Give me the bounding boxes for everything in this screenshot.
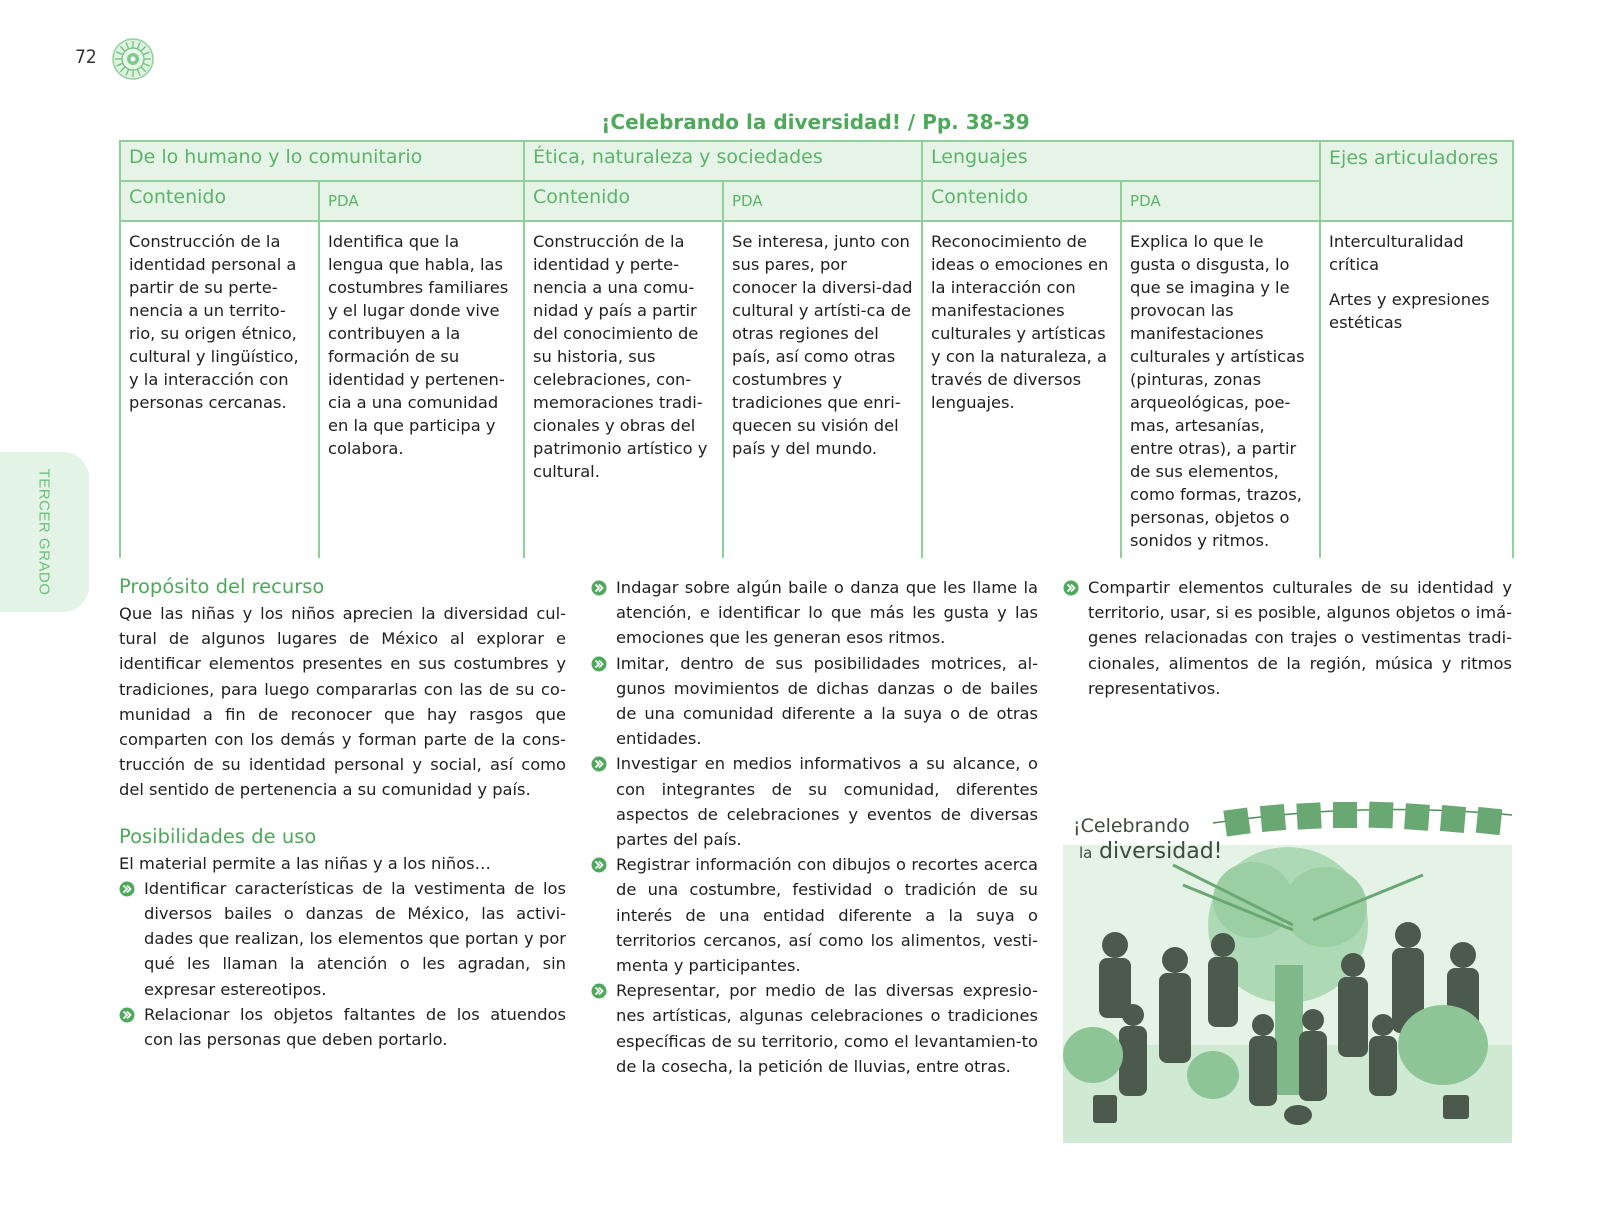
list-item: [119, 876, 566, 1002]
arrow-bullet-icon: [591, 857, 607, 873]
pda-cell-humano: Identifica que la lengua que habla, las costumbres familiares y el lugar donde vive contribuyen a la formación de su identidad y pertenen-cia a una comunidad en la que participa y colabora.: [319, 221, 524, 558]
illustration-title-line1: ¡Celebrando: [1073, 815, 1190, 837]
ejes-header: Ejes articuladores: [1320, 141, 1513, 221]
column-left: [119, 575, 566, 1052]
page-number: 72: [75, 46, 97, 68]
list-item: [591, 751, 1038, 852]
arrow-bullet-icon: [119, 1007, 135, 1023]
bullet-list: [591, 575, 1038, 1079]
area-header-etica: Ética, naturaleza y sociedades: [524, 141, 922, 181]
posibilidades-title: Posibilidades de uso: [119, 824, 317, 848]
list-item-text: Investigar en medios informativos a su alcance, o con integrantes de su comunidad, diferentes aspectos de celebraciones y eventos de diversas partes del país.: [616, 754, 1038, 850]
list-item-text: Relacionar los objetos faltantes de los atuendos con las personas que deben portarlo.: [144, 1004, 566, 1050]
ejes-cell: [1320, 221, 1513, 558]
contenido-header: Contenido: [524, 181, 723, 221]
pda-header: PDA: [1121, 181, 1320, 221]
area-header-lenguajes: Lenguajes: [922, 141, 1320, 181]
list-item-text: Imitar, dentro de sus posibilidades motrices, al-gunos movimientos de dichas danzas o de bailes de una comunidad diferente a la suya o de otras entidades.: [616, 653, 1038, 749]
list-item: [591, 978, 1038, 1079]
list-item-text: Indagar sobre algún baile o danza que les llame la atención, e identificar lo que más les gusta y las emociones que les generan esos ritmos.: [616, 578, 1038, 648]
area-header-humano: De lo humano y lo comunitario: [120, 141, 524, 181]
arrow-bullet-icon: [591, 580, 607, 596]
list-item: [119, 1002, 566, 1052]
curriculum-table: [119, 140, 1514, 558]
list-item-text: Registrar información con dibujos o recortes acerca de una costumbre, festividad o tradición de su interés de una entidad diferente a la suya o territorios cercanos, así como los alimentos, vesti-menta y participantes.: [616, 855, 1038, 976]
eje-item: Interculturalidad crítica: [1329, 232, 1464, 274]
illustration-title-line2: diversidad!: [1099, 839, 1223, 864]
proposito-text: Que las niñas y los niños aprecien la diversidad cul-tural de algunos lugares de México al explorar e identificar elementos presentes en sus costumbres y tradiciones, para luego compararlas con las de su co-munidad a fin de reconocer que hay rasgos que comparten con los demás y forman parte de la cons-trucción de su identidad personal y social, así como del sentido de pertenencia a su comunidad y país.: [119, 604, 566, 800]
list-item: [591, 575, 1038, 651]
list-item-text: Representar, por medio de las diversas expresio-nes artísticas, algunas celebraciones o tradiciones específicas de su territorio, como el levantamien-to de la cosecha, la petición de lluvias, entre otras.: [616, 981, 1038, 1076]
content-cell-humano: Construcción de la identidad personal a partir de su perte-nencia a un territo-rio, su origen étnico, cultural y lingüístico, y la interacción con personas cercanas.: [120, 221, 319, 558]
list-item: [1063, 575, 1512, 701]
content-cell-etica: Construcción de la identidad y perte-nencia a una comu-nidad y país a partir del conocimiento de su historia, sus celebraciones, con-memoraciones tradi-cionales y obras del patrimonio artístico y cultural.: [524, 221, 723, 558]
posibilidades-intro: El material permite a las niñas y a los niños…: [119, 853, 491, 873]
arrow-bullet-icon: [119, 881, 135, 897]
column-middle: [591, 575, 1038, 1079]
contenido-header: Contenido: [120, 181, 319, 221]
arrow-bullet-icon: [591, 983, 607, 999]
bullet-list: [1063, 575, 1512, 701]
illustration-title-la: la: [1079, 844, 1093, 862]
arrow-bullet-icon: [591, 756, 607, 772]
table-title: ¡Celebrando la diversidad! / Pp. 38-39: [601, 110, 1030, 134]
grade-label: TERCER GRADO: [35, 468, 53, 596]
arrow-bullet-icon: [1063, 580, 1079, 596]
pda-cell-lenguajes: Explica lo que le gusta o disgusta, lo que se imagina y le provocan las manifestaciones culturales y artísticas (pinturas, zonas arqueológicas, poe-mas, artesanías, entre otras), a partir de sus elementos, como formas, trazos, personas, objetos o sonidos y ritmos.: [1121, 221, 1320, 558]
bullet-list: [119, 876, 566, 1052]
proposito-title: Propósito del recurso: [119, 575, 325, 598]
pda-cell-etica: Se interesa, junto con sus pares, por conocer la diversi-dad cultural y artísti-ca de otras regiones del país, así como otras costumbres y tradiciones que enri-quecen su visión del país y del mundo.: [723, 221, 922, 558]
list-item-text: Identificar características de la vestimenta de los diversos bailes o danzas de México, las activi-dades que realizan, los elementos que portan y por qué les llaman la atención o les agradan, sin expresar estereotipos.: [144, 878, 566, 999]
pda-header: PDA: [723, 181, 922, 221]
arrow-bullet-icon: [591, 656, 607, 672]
column-right: [1063, 575, 1512, 701]
book-cover-illustration: [1063, 795, 1512, 1143]
rosette-icon: [112, 38, 154, 80]
list-item: [591, 651, 1038, 752]
list-item-text: Compartir elementos culturales de su identidad y territorio, usar, si es posible, algunos objetos o imá-genes relacionadas con trajes o vestimentas tradi-cionales, alimentos de la región, música y ritmos representativos.: [1088, 578, 1512, 698]
list-item: [591, 852, 1038, 978]
pda-header: PDA: [319, 181, 524, 221]
content-cell-lenguajes: Reconocimiento de ideas o emociones en la interacción con manifestaciones culturales y artísticas y con la naturaleza, a través de diversos lenguajes.: [922, 221, 1121, 558]
eje-item: Artes y expresiones estéticas: [1329, 290, 1490, 332]
grade-side-tab: [0, 452, 89, 612]
contenido-header: Contenido: [922, 181, 1121, 221]
